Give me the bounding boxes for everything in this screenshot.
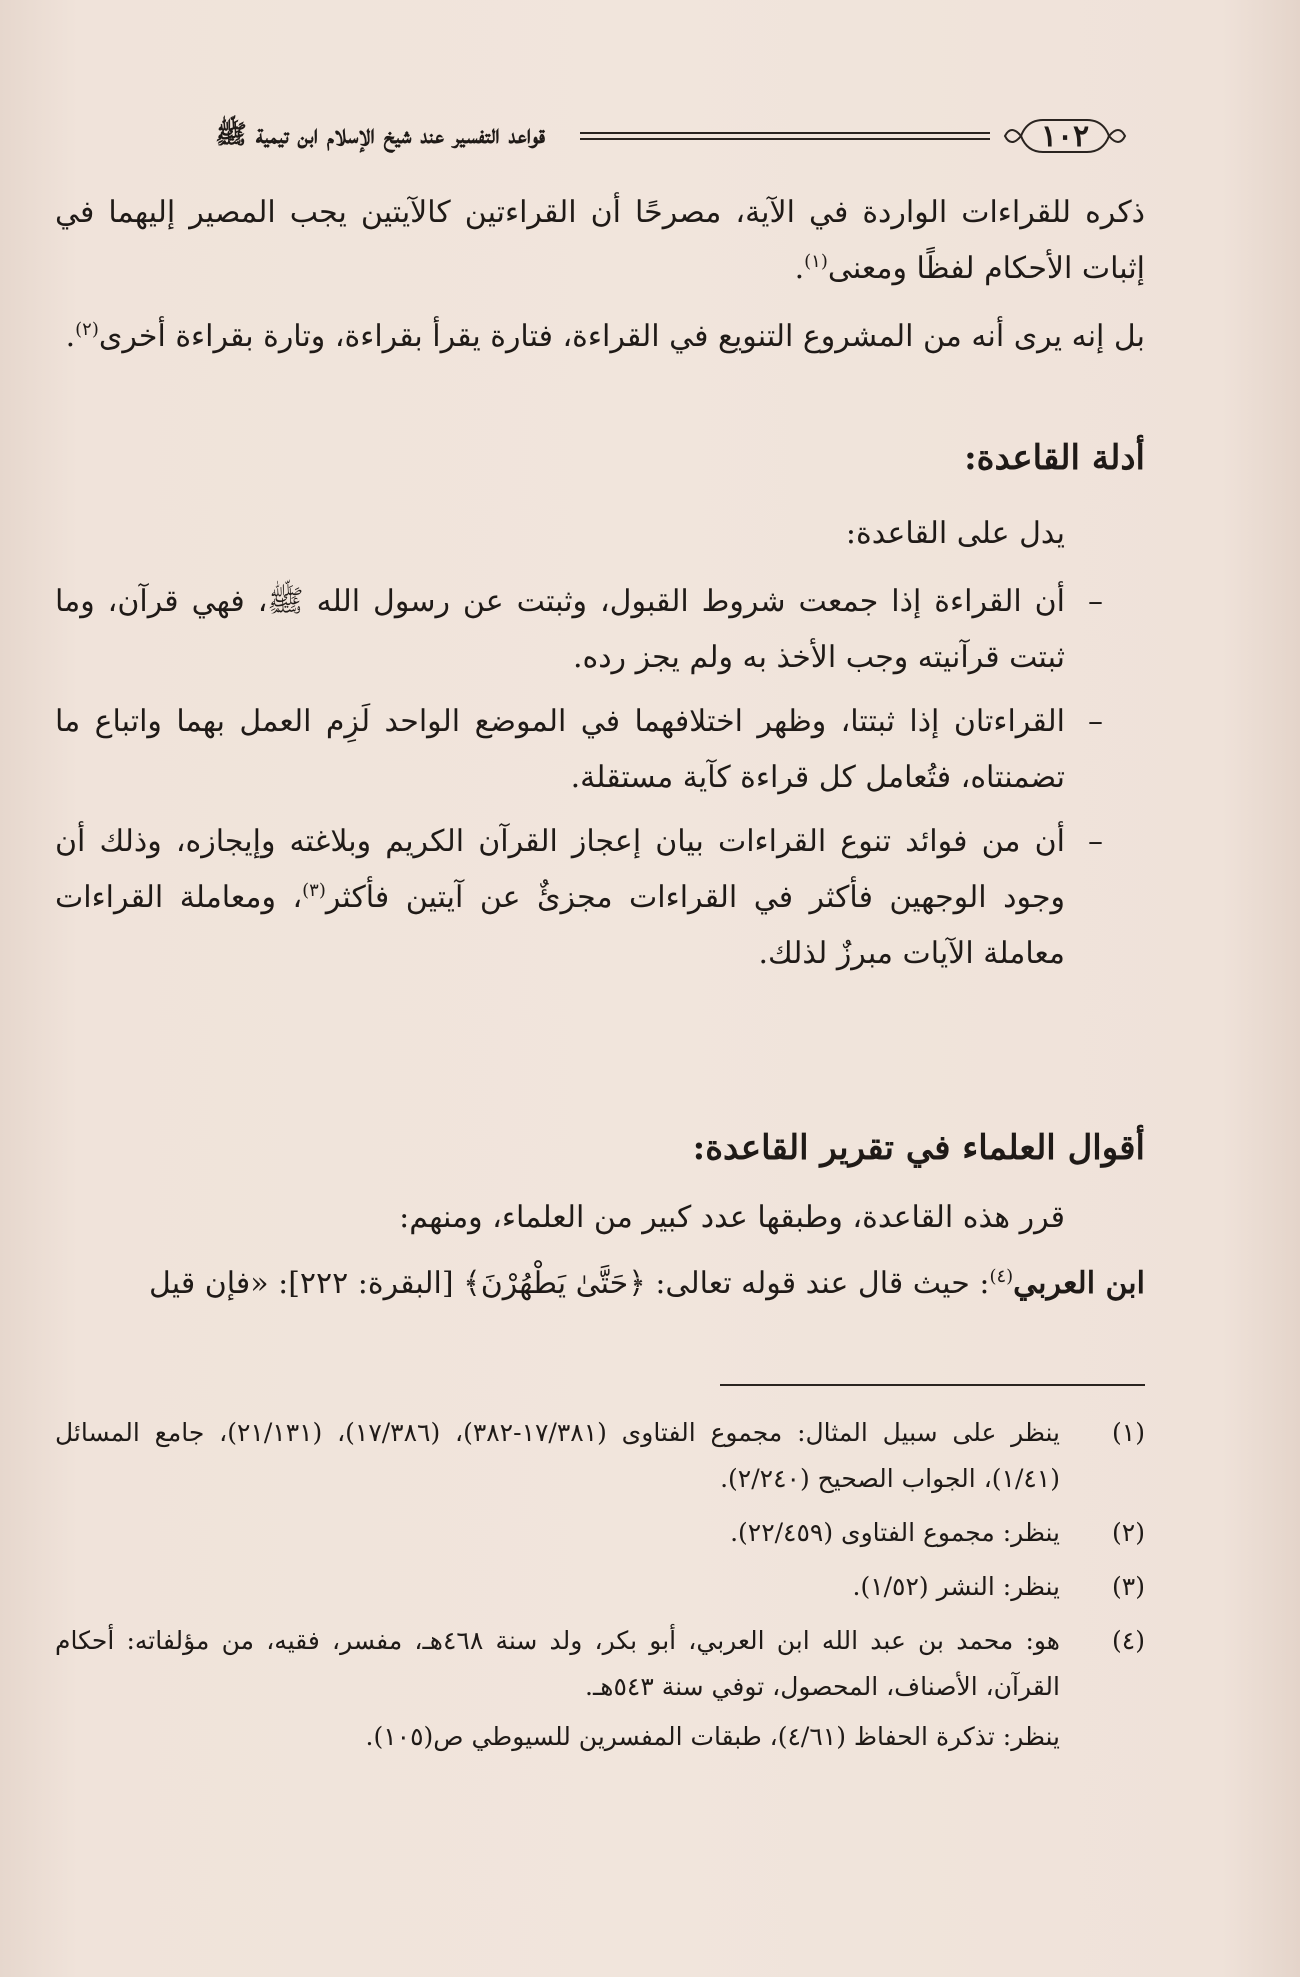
footnote-ref-2[interactable]: (٢)	[75, 319, 99, 340]
scholar-quote-line: ابن العربي$^{(٤)}$: حيث قال عند قوله تعالى: ﴿حَتَّىٰ يَطْهُرْنَ﴾ [البقرة: ٢٢٢]: «فإن قيل	[149, 1266, 1145, 1301]
scholars-intro: قرر هذه القاعدة، وطبقها عدد كبير من العلماء، ومنهم:	[399, 1200, 1065, 1235]
header-double-rule	[580, 130, 990, 142]
footnote-number: (٣)	[1112, 1572, 1145, 1601]
evidence-item-1: – أن القراءة إذا جمعت شروط القبول، وثبتت عن رسول الله ﷺ، فهي قرآن، وما ثبتت قرآنيته وجب الأخذ به ولم يجز رده.	[55, 574, 1145, 686]
dash-marker: –	[1088, 704, 1103, 739]
footnote-ref-1[interactable]: (١)	[804, 251, 828, 272]
running-title: قواعد التفسير عند شيخ الإسلام ابن تيمية ﷺ	[215, 120, 545, 150]
paragraph-1: ذكره للقراءات الواردة في الآية، مصرحًا أن القراءتين كالآيتين يجب المصير إليهما في إثبات الأحكام لفظًا ومعنى$^{(١)}$.	[55, 195, 1145, 286]
footnote-separator	[720, 1384, 1145, 1386]
footnote-2: (٢) ينظر: مجموع الفتاوى (٢٢/٤٥٩).	[55, 1510, 1145, 1556]
dash-marker: –	[1088, 584, 1103, 619]
footnote-3: (٣) ينظر: النشر (١/٥٢).	[55, 1564, 1145, 1610]
scholar-name: ابن العربي	[1013, 1266, 1145, 1301]
evidence-item-3: – أن من فوائد تنوع القراءات بيان إعجاز القرآن الكريم وبلاغته وإيجازه، وذلك أن وجود الوجهين فأكثر في القراءات مجزئٌ عن آيتين فأكثر$^{(٣)}$، ومعاملة القراءات معاملة الآيات مبرزٌ لذلك.	[55, 814, 1145, 982]
footnote-number: (٤)	[1112, 1626, 1145, 1655]
section-scholars	[55, 1120, 1145, 1312]
page-number-badge	[1003, 116, 1127, 156]
footnote-ref-3[interactable]: (٣)	[302, 880, 326, 901]
footnote-number: (٢)	[1112, 1518, 1145, 1547]
dash-marker: –	[1088, 824, 1103, 859]
evidence-item-2: – القراءتان إذا ثبتتا، وظهر اختلافهما في الموضع الواحد لَزِم العمل بهما واتباع ما تضمنتاه، فتُعامل كل قراءة كآية مستقلة.	[55, 694, 1145, 806]
page-header	[0, 112, 1300, 162]
paragraph-2: بل إنه يرى أنه من المشروع التنويع في القراءة، فتارة يقرأ بقراءة، وتارة بقراءة أخرى$^{(٢)}$.	[65, 319, 1145, 354]
opening-paragraphs	[55, 185, 1145, 365]
footnotes	[55, 1410, 1145, 1768]
section-evidence	[55, 430, 1145, 982]
footnote-4: (٤) هو: محمد بن عبد الله ابن العربي، أبو بكر، ولد سنة ٤٦٨هـ، مفسر، فقيه، من مؤلفاته: أحكام القرآن، الأصناف، المحصول، توفي سنة ٥٤٣هـ.	[55, 1618, 1145, 1710]
footnote-number: (١)	[1112, 1418, 1145, 1447]
footnote-ref-4[interactable]: (٤)	[989, 1266, 1014, 1287]
section-intro: يدل على القاعدة:	[845, 516, 1065, 551]
page-number: ١٠٢	[1040, 118, 1090, 154]
footnote-1: (١) ينظر على سبيل المثال: مجموع الفتاوى (١٧/٣٨١-٣٨٢)، (١٧/٣٨٦)، (٢١/١٣١)، جامع المسائل (١/٤١)، الجواب الصحيح (٢/٢٤٠).	[55, 1410, 1145, 1502]
footnote-4-sources: ينظر: تذكرة الحفاظ (٤/٦١)، طبقات المفسرين للسيوطي ص(١٠٥).	[365, 1722, 1060, 1751]
section-heading-scholars: أقوال العلماء في تقرير القاعدة:	[692, 1128, 1145, 1168]
section-heading-evidence: أدلة القاعدة:	[964, 438, 1145, 478]
